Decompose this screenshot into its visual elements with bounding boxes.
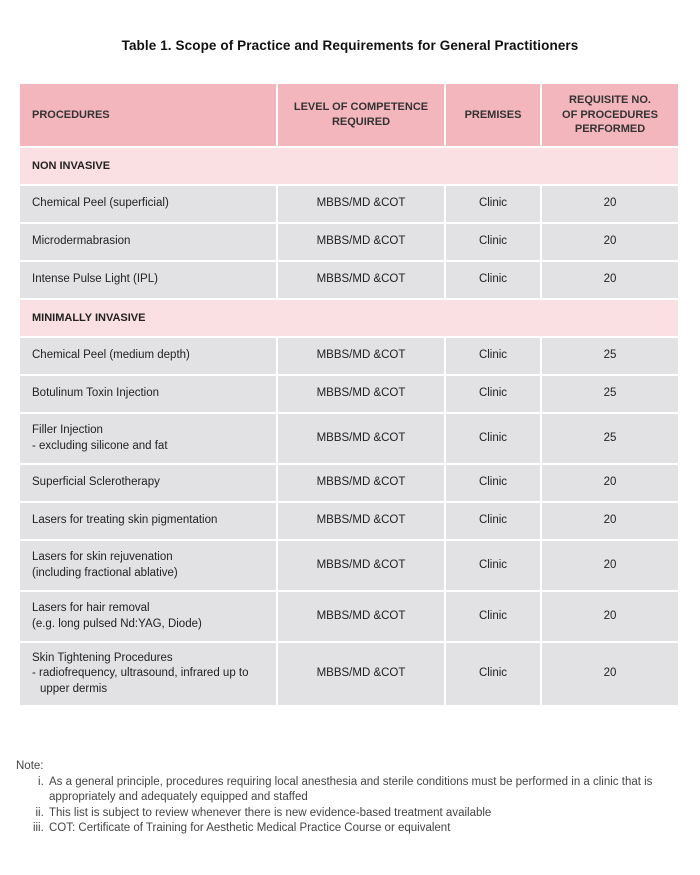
table-row: [20, 262, 678, 298]
table-row: [20, 224, 678, 260]
competence-cell: MBBS/MD &COT: [278, 541, 444, 590]
procedure-detail: (e.g. long pulsed Nd:YAG, Diode): [32, 617, 202, 630]
procedure-cell: [20, 414, 276, 463]
procedure-cell: [20, 338, 276, 374]
premises-cell: Clinic: [446, 186, 540, 222]
header-requisite-line2: OF PROCEDURES: [562, 108, 658, 121]
table-row: [20, 643, 678, 705]
premises-cell: Clinic: [446, 503, 540, 539]
header-premises: [446, 84, 540, 146]
requisite-cell: 20: [542, 465, 678, 501]
table-row: [20, 186, 678, 222]
procedure-name: Lasers for treating skin pigmentation: [32, 514, 218, 527]
procedure-name: Lasers for skin rejuvenation: [32, 550, 173, 563]
header-competence-line1: LEVEL OF COMPETENCE: [293, 101, 429, 114]
procedure-detail: - radiofrequency, ultrasound, infrared up to: [32, 667, 249, 680]
premises-cell: Clinic: [446, 465, 540, 501]
table-row: [20, 338, 678, 374]
table-row: [20, 503, 678, 539]
premises-cell: Clinic: [446, 592, 540, 641]
header-procedures-label: PROCEDURES: [32, 108, 110, 121]
competence-cell: MBBS/MD &COT: [278, 643, 444, 705]
header-requisite-line1: REQUISITE NO.: [569, 93, 651, 106]
procedure-cell: [20, 186, 276, 222]
procedure-name: Chemical Peel (superficial): [32, 197, 169, 210]
notes-label: Note:: [16, 760, 44, 772]
competence-cell: MBBS/MD &COT: [278, 465, 444, 501]
table-row: [20, 414, 678, 463]
premises-cell: Clinic: [446, 541, 540, 590]
note-item: i. As a general principle, procedures requiring local anesthesia and sterile conditions must be performed in a clinic that is appropriately and adequately equipped and staffed: [47, 775, 686, 806]
procedure-name: Microdermabrasion: [32, 235, 131, 248]
requisite-cell: 20: [542, 643, 678, 705]
competence-cell: MBBS/MD &COT: [278, 376, 444, 412]
competence-cell: MBBS/MD &COT: [278, 414, 444, 463]
competence-cell: MBBS/MD &COT: [278, 224, 444, 260]
notes-list: [16, 775, 686, 837]
premises-cell: Clinic: [446, 643, 540, 705]
procedure-detail: - excluding silicone and fat: [32, 439, 168, 452]
procedure-name: Chemical Peel (medium depth): [32, 349, 190, 362]
scope-of-practice-table: [18, 82, 680, 707]
procedure-cell: [20, 643, 276, 705]
procedure-cell: [20, 541, 276, 590]
note-item: iii. COT: Certificate of Training for Aesthetic Medical Practice Course or equivalent: [47, 821, 686, 837]
requisite-cell: 20: [542, 186, 678, 222]
competence-cell: MBBS/MD &COT: [278, 338, 444, 374]
premises-cell: Clinic: [446, 414, 540, 463]
header-level-of-competence: [278, 84, 444, 146]
requisite-cell: 25: [542, 338, 678, 374]
requisite-cell: 20: [542, 262, 678, 298]
requisite-cell: 20: [542, 541, 678, 590]
table-row: [20, 541, 678, 590]
premises-cell: Clinic: [446, 224, 540, 260]
requisite-cell: 20: [542, 224, 678, 260]
procedure-detail: upper dermis: [40, 682, 108, 695]
procedure-cell: [20, 465, 276, 501]
competence-cell: MBBS/MD &COT: [278, 186, 444, 222]
procedure-name: Lasers for hair removal: [32, 601, 150, 614]
procedure-cell: [20, 503, 276, 539]
procedure-cell: [20, 592, 276, 641]
requisite-cell: 25: [542, 376, 678, 412]
procedure-name: Skin Tightening Procedures: [32, 651, 173, 664]
section-row: [20, 148, 678, 184]
section-label: NON INVASIVE: [20, 148, 678, 184]
table-row: [20, 376, 678, 412]
procedure-cell: [20, 262, 276, 298]
procedure-name: Intense Pulse Light (IPL): [32, 273, 158, 286]
premises-cell: Clinic: [446, 338, 540, 374]
requisite-cell: 20: [542, 592, 678, 641]
header-procedures: [20, 84, 276, 146]
procedure-name: Filler Injection: [32, 423, 103, 436]
table-title: Table 1. Scope of Practice and Requirements for General Practitioners: [121, 38, 579, 53]
note-item: ii. This list is subject to review whenever there is new evidence-based treatment available: [47, 806, 686, 822]
section-row: [20, 300, 678, 336]
section-label: MINIMALLY INVASIVE: [20, 300, 678, 336]
header-requisite-line3: PERFORMED: [574, 123, 646, 136]
table-row: [20, 592, 678, 641]
competence-cell: MBBS/MD &COT: [278, 262, 444, 298]
requisite-cell: 20: [542, 503, 678, 539]
premises-cell: Clinic: [446, 262, 540, 298]
table-body: [20, 148, 678, 705]
procedure-cell: [20, 224, 276, 260]
competence-cell: MBBS/MD &COT: [278, 592, 444, 641]
header-premises-label: PREMISES: [464, 108, 522, 121]
competence-cell: MBBS/MD &COT: [278, 503, 444, 539]
requisite-cell: 25: [542, 414, 678, 463]
procedure-name: Superficial Sclerotherapy: [32, 476, 160, 489]
procedure-cell: [20, 376, 276, 412]
notes: [16, 759, 686, 837]
procedure-detail: (including fractional ablative): [32, 566, 178, 579]
procedure-name: Botulinum Toxin Injection: [32, 387, 159, 400]
header-requisite-number: [542, 84, 678, 146]
header-competence-line2: REQUIRED: [331, 116, 391, 128]
table-row: [20, 465, 678, 501]
table-header-row: [20, 84, 678, 146]
premises-cell: Clinic: [446, 376, 540, 412]
